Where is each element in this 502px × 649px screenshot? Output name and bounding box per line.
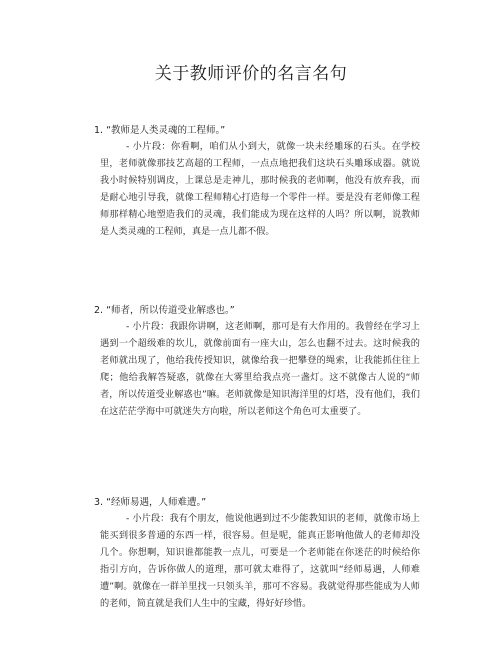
quote-heading-3: 3. “经师易遇，人师难遭。” xyxy=(94,497,207,508)
quote-heading-2: 2. “师者，所以传道受业解惑也。” xyxy=(94,305,235,316)
quote-body-3: - 小片段：我有个朋友，他说他遇到过不少能教知识的老师，就像市场上能买到很多普通的东西一样，很容易。但是呢，能真正影响他做人的老师却没几个。你想啊，知识谁都能教一点儿，可要是一个老师能在你迷茫的时候给你指引方向，告诉你做人的道理，那可就太难得了，这就叫“经师易遇，人师难遭”啊。就像在一群羊里找一只领头羊，那可不容易。我就觉得那些能成为人师的老师，简直就是我们人生中的宝藏，得好好珍惜。 xyxy=(100,513,420,609)
document-title: 关于教师评价的名言名句 xyxy=(154,64,348,84)
quote-body-2: - 小片段：我跟你讲啊，这老师啊，那可是有大作用的。我曾经在学习上遇到一个超级难的坎儿，就像前面有一座大山，怎么也翻不过去。这时候我的老师就出现了，他给我传授知识，就像给我一把攀登的绳索，让我能抓住往上爬；他给我解答疑惑，就像在大雾里给我点亮一盏灯。这不就像古人说的“师者，所以传道受业解惑也”嘛。老师就像是知识海洋里的灯塔，没有他们，我们在这茫茫学海中可就迷失方向啦，所以老师这个角色可太重要了。 xyxy=(100,321,420,417)
quote-heading-1: 1. “教师是人类灵魂的工程师。” xyxy=(94,125,226,136)
quote-body-1: - 小片段：你看啊，咱们从小到大，就像一块未经雕琢的石头。在学校里，老师就像那技艺高超的工程师，一点点地把我们这块石头雕琢成器。就说我小时候特别调皮，上课总是走神儿，那时候我的老师啊，他没有放弃我，而是耐心地引导我，就像工程师精心打造每一个零件一样。要是没有老师像工程师那样精心地塑造我们的灵魂，我们能成为现在这样的人吗？所以啊，说教师是人类灵魂的工程师，真是一点儿都不假。 xyxy=(100,141,420,237)
